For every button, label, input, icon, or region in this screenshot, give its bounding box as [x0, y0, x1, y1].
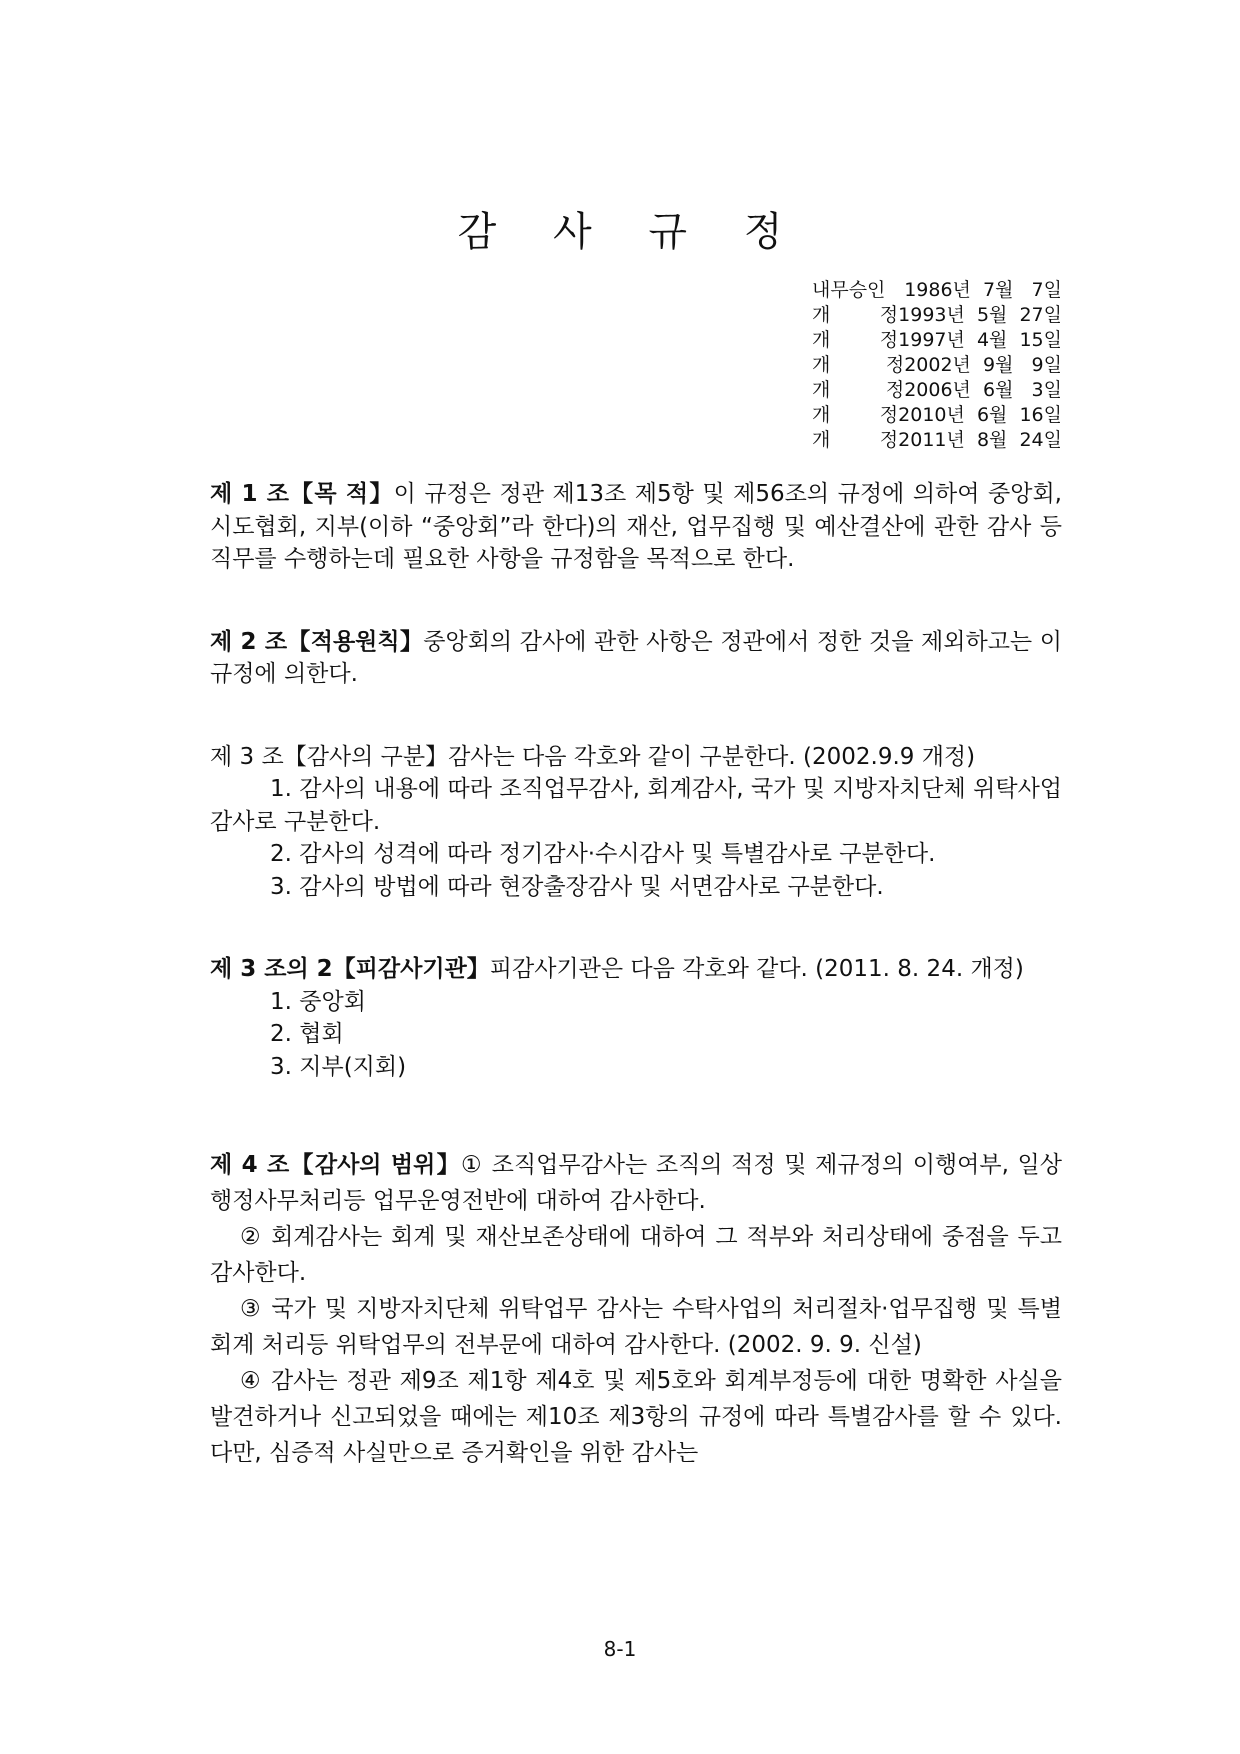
article-heading: 제 3 조【감사의 구분】 — [210, 743, 449, 770]
article-paragraph: ③ 국가 및 지방자치단체 위탁업무 감사는 수탁사업의 처리절차·업무집행 및 특별회계 처리등 위탁업무의 전부문에 대하여 감사한다. (2002. 9. 9. 신설) — [210, 1296, 1062, 1358]
article-text: 이 규정은 정관 제13조 제5항 및 제56조의 규정에 의하여 중앙회, 시도협회, 지부(이하 “중앙회”라 한다)의 재산, 업무집행 및 예산결산에 관한 감사 등 직무를 수행하는데 필요한 사항을 규정함을 목적으로 한다. — [210, 481, 1062, 572]
document-body — [210, 478, 1062, 1471]
history-date: 2010년 6월 16일 — [898, 404, 1062, 426]
history-row — [812, 328, 1062, 353]
page-number: 8-1 — [603, 1637, 637, 1661]
history-date: 1993년 5월 27일 — [898, 304, 1062, 326]
article-paragraph: ② 회계감사는 회계 및 재산보존상태에 대하여 그 적부와 처리상태에 중점을 두고 감사한다. — [210, 1224, 1062, 1286]
list-item: 3. 감사의 방법에 따라 현장출장감사 및 서면감사로 구분한다. — [270, 873, 884, 900]
article-4 — [210, 1147, 1062, 1219]
history-label: 개 정 — [812, 404, 899, 426]
article-heading: 제 2 조【적용원칙】 — [210, 628, 424, 655]
history-row — [812, 378, 1062, 403]
article-text: 피감사기관은 다음 각호와 같다. (2011. 8. 24. 개정) — [489, 956, 1024, 982]
history-row — [812, 403, 1062, 428]
document-title: 감 사 규 정 — [457, 209, 805, 255]
article-text: ① 조직업무감사는 조직의 적정 및 제규정의 이행여부, 일상 행정사무처리등 업무운영전반에 대하여 감사한다. — [210, 1152, 1062, 1214]
history-date: 2002년 9월 9일 — [904, 354, 1062, 376]
list-item: 1. 감사의 내용에 따라 조직업무감사, 회계감사, 국가 및 지방자치단체 위탁사업 감사로 구분한다. — [210, 776, 1062, 835]
article-heading: 제 3 조의 2【피감사기관】 — [210, 956, 490, 982]
amendment-history — [812, 278, 1062, 453]
history-date: 1986년 7월 7일 — [904, 279, 1062, 301]
article-3 — [210, 741, 1062, 774]
article-heading: 제 1 조【목 적】 — [210, 481, 394, 507]
history-label: 개 정 — [812, 379, 905, 401]
article-3-2 — [210, 953, 1062, 986]
article-1 — [210, 478, 1062, 576]
list-item: 3. 지부(지회) — [270, 1053, 407, 1080]
history-row — [812, 303, 1062, 328]
article-2 — [210, 626, 1062, 691]
history-date: 2011년 8월 24일 — [898, 429, 1062, 451]
history-date: 2006년 6월 3일 — [904, 379, 1062, 401]
list-item: 2. 감사의 성격에 따라 정기감사·수시감사 및 특별감사로 구분한다. — [270, 841, 936, 867]
history-row — [812, 353, 1062, 378]
history-label: 개 정 — [812, 354, 905, 376]
history-row — [812, 278, 1062, 303]
history-label: 개 정 — [812, 304, 899, 326]
article-text: 중앙회의 감사에 관한 사항은 정관에서 정한 것을 제외하고는 이 규정에 의한다. — [210, 628, 1062, 687]
history-date: 1997년 4월 15일 — [898, 329, 1062, 351]
history-label: 개 정 — [812, 329, 899, 351]
article-paragraph: ④ 감사는 정관 제9조 제1항 제4호 및 제5호와 회계부정등에 대한 명확한 사실을 발견하거나 신고되었을 때에는 제10조 제3항의 규정에 따라 특별감사를 할 수 있다. 다만, 심증적 사실만으로 증거확인을 위한 감사는 — [210, 1368, 1062, 1466]
history-label: 개 정 — [812, 429, 899, 451]
list-item: 1. 중앙회 — [270, 988, 366, 1015]
history-label: 내무승인 — [812, 279, 886, 301]
article-heading: 제 4 조【감사의 범위】 — [210, 1152, 462, 1178]
history-row — [812, 428, 1062, 453]
list-item: 2. 협회 — [270, 1021, 344, 1047]
article-text: 감사는 다음 각호와 같이 구분한다. (2002.9.9 개정) — [448, 743, 976, 770]
